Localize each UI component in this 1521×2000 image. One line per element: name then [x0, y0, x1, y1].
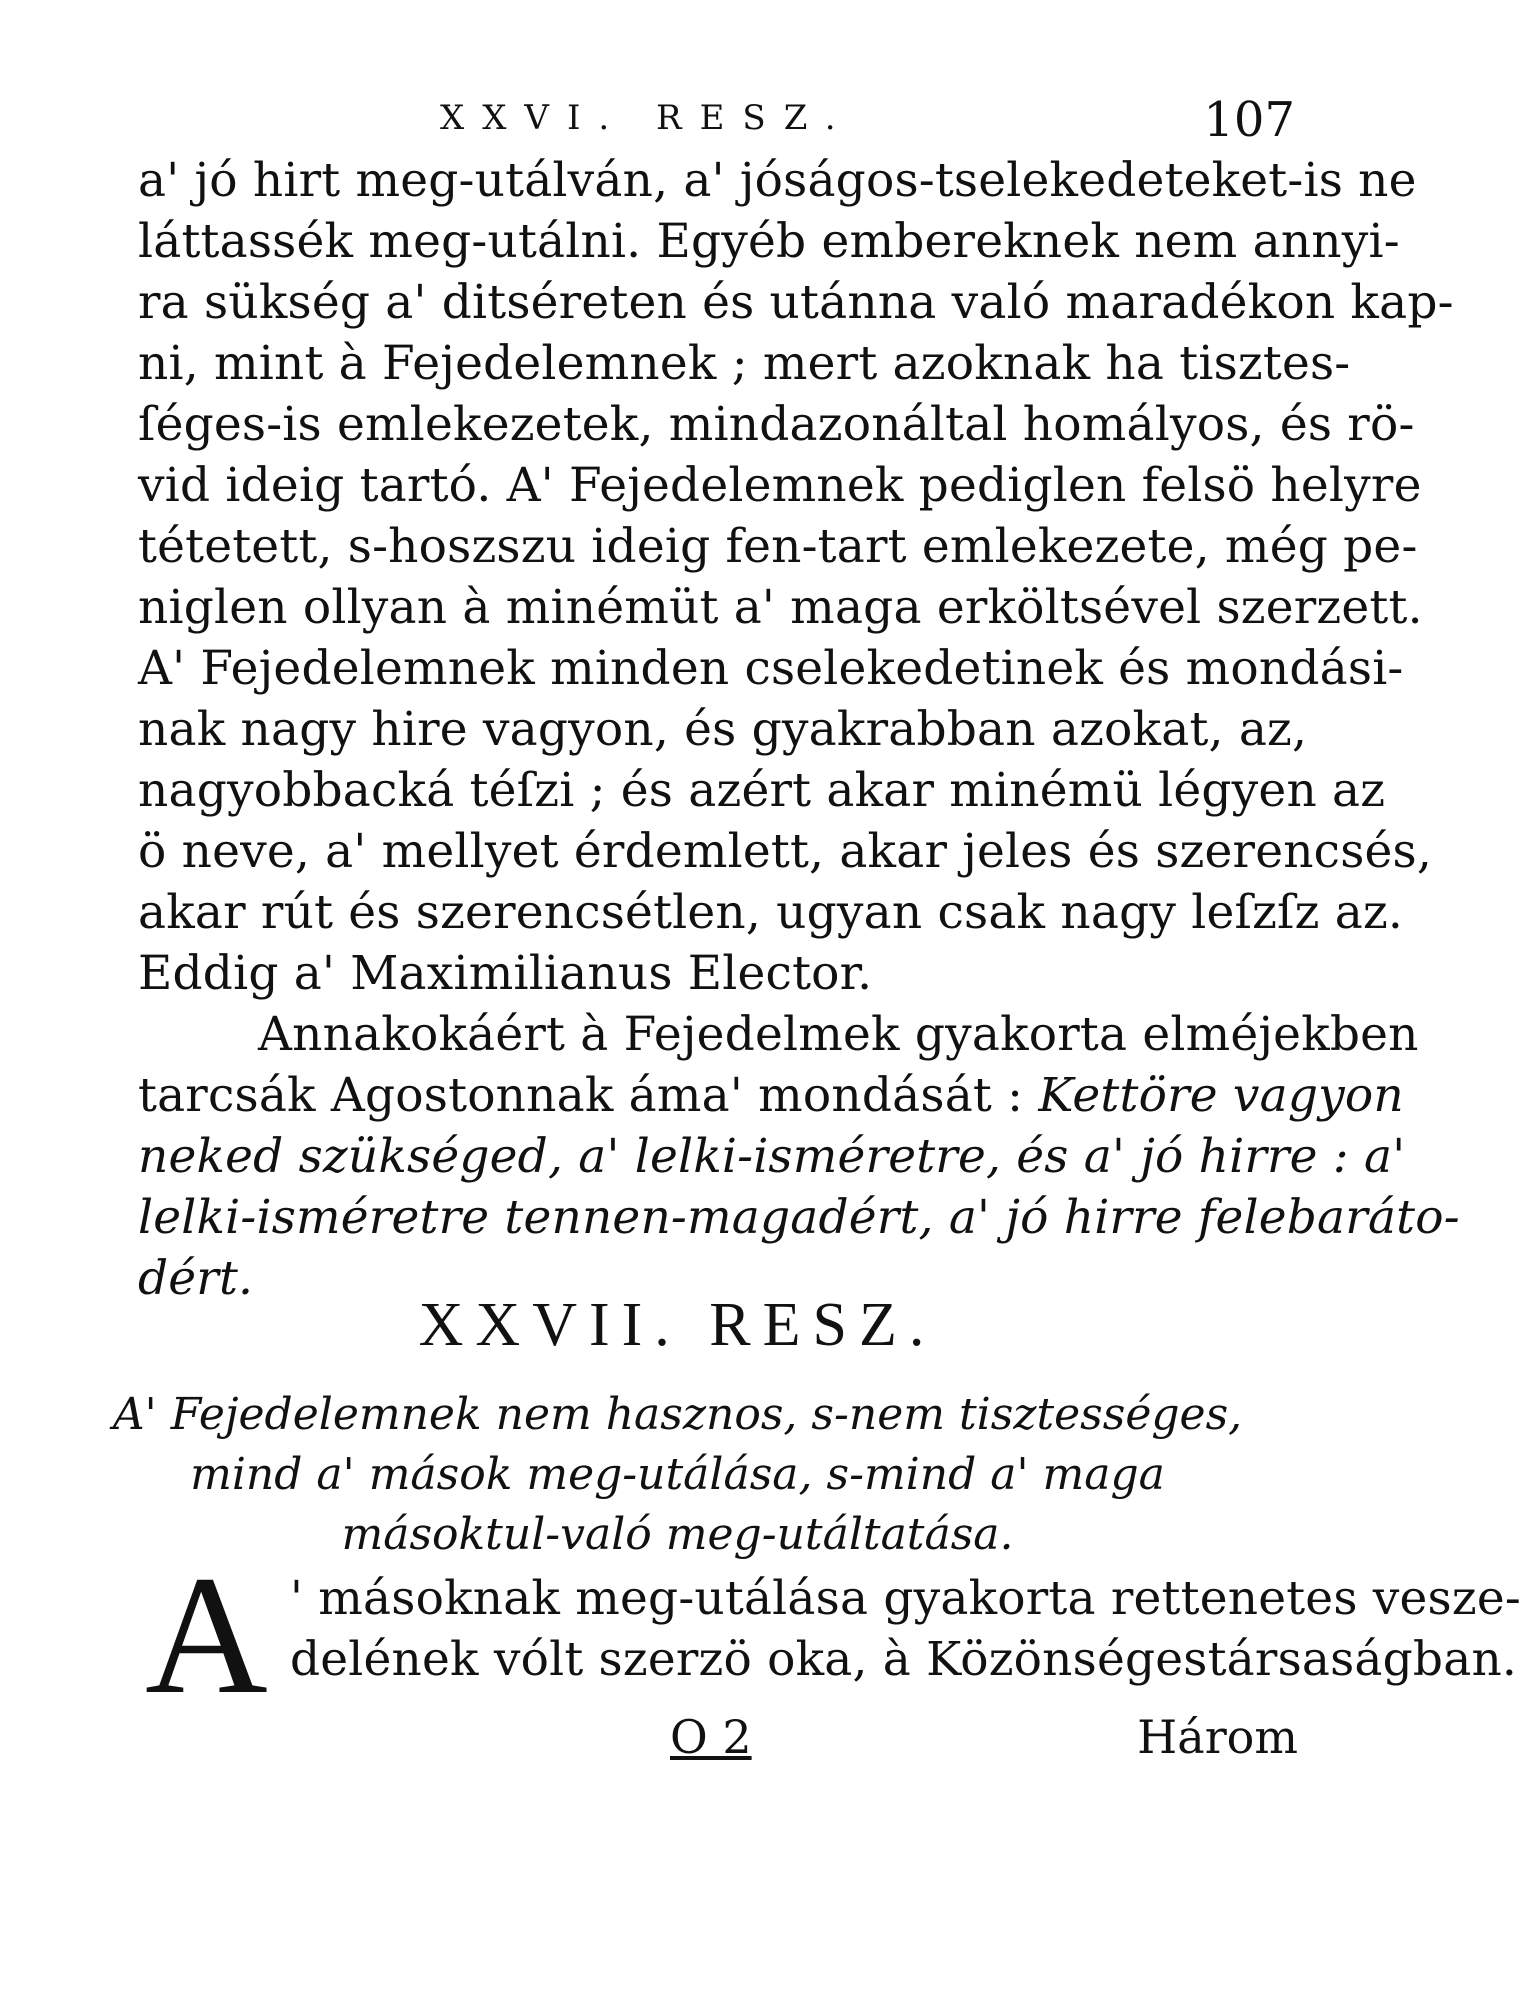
text-line: niglen ollyan à minémüt a' maga erköltsével szerzett. [138, 580, 1423, 635]
quote-line: lelki-isméretre tennen-magadért, a' jó hirre felebaráto- [138, 1190, 1460, 1245]
first-paragraph [290, 1568, 1521, 1690]
text-line: a' jó hirt meg-utálván, a' jóságos-tselekedeteket-is ne [138, 153, 1417, 208]
text-line: nagyobbacká téſzi ; és azért akar minémü légyen az [138, 763, 1386, 818]
text-line: Annakokáért à Fejedelmek gyakorta elméjekben [258, 1007, 1419, 1062]
summary-line: mind a' mások meg-utálása, s-mind a' maga [190, 1449, 1165, 1500]
text-line: vid ideig tartó. A' Fejedelemnek pediglen felsö helyre [138, 458, 1422, 513]
summary-line: A' Fejedelemnek nem hasznos, s-nem tisztességes, [112, 1389, 1243, 1440]
text-line: ö neve, a' mellyet érdemlett, akar jeles és szerencsés, [138, 824, 1432, 879]
text-line: nak nagy hire vagyon, és gyakrabban azokat, az, [138, 702, 1308, 757]
text-line: ' másoknak meg-utálása gyakorta rettenetes vesze- [290, 1571, 1521, 1626]
summary-line: másoktul-való meg-utáltatása. [341, 1509, 1014, 1560]
text-line: ni, mint à Fejedelemnek ; mert azoknak ha tisztes- [138, 336, 1351, 391]
text-line: delének vólt szerzö oka, à Közönségestársaságban. [290, 1632, 1518, 1687]
text-line: ra sükség a' ditséreten és utánna való maradékon kap- [138, 275, 1454, 330]
text-line-with-quote [138, 1065, 1404, 1126]
page-header [140, 92, 1295, 150]
page-footer [140, 1710, 1298, 1780]
text-line: tétetett, s-hoszszu ideig fen-tart emlekezete, még pe- [138, 519, 1418, 574]
text-line: akar rút és szerencsétlen, ugyan csak nagy leſzſz az. [138, 885, 1404, 940]
chapter-summary [0, 1385, 1355, 1565]
quote-line: neked szükséged, a' lelki-isméretre, és a' jó hirre : a' [138, 1129, 1406, 1184]
drop-cap: A [145, 1541, 268, 1729]
text-line: Eddig a' Maximilianus Elector. [138, 946, 873, 1001]
chapter-title: XXVII. RESZ. [418, 1291, 937, 1359]
text-line: A' Fejedelemnek minden cselekedetinek és mondási- [138, 641, 1404, 696]
text-line: ſéges-is emlekezetek, mindazonáltal homályos, és rö- [138, 397, 1415, 452]
text-line: láttassék meg-utálni. Egyéb embereknek nem annyi- [138, 214, 1400, 269]
running-head: XXVI. RESZ. [440, 98, 854, 138]
text-line-start: tarcsák Agostonnak áma' mondását : [138, 1068, 1024, 1123]
signature-mark: O 2 [670, 1710, 752, 1764]
quote-start: Kettöre vagyon [1038, 1068, 1404, 1123]
quote-line: dért. [138, 1251, 254, 1306]
body-text [138, 150, 1460, 1309]
page-number: 107 [1203, 92, 1295, 148]
catchword: Három [1137, 1710, 1298, 1764]
